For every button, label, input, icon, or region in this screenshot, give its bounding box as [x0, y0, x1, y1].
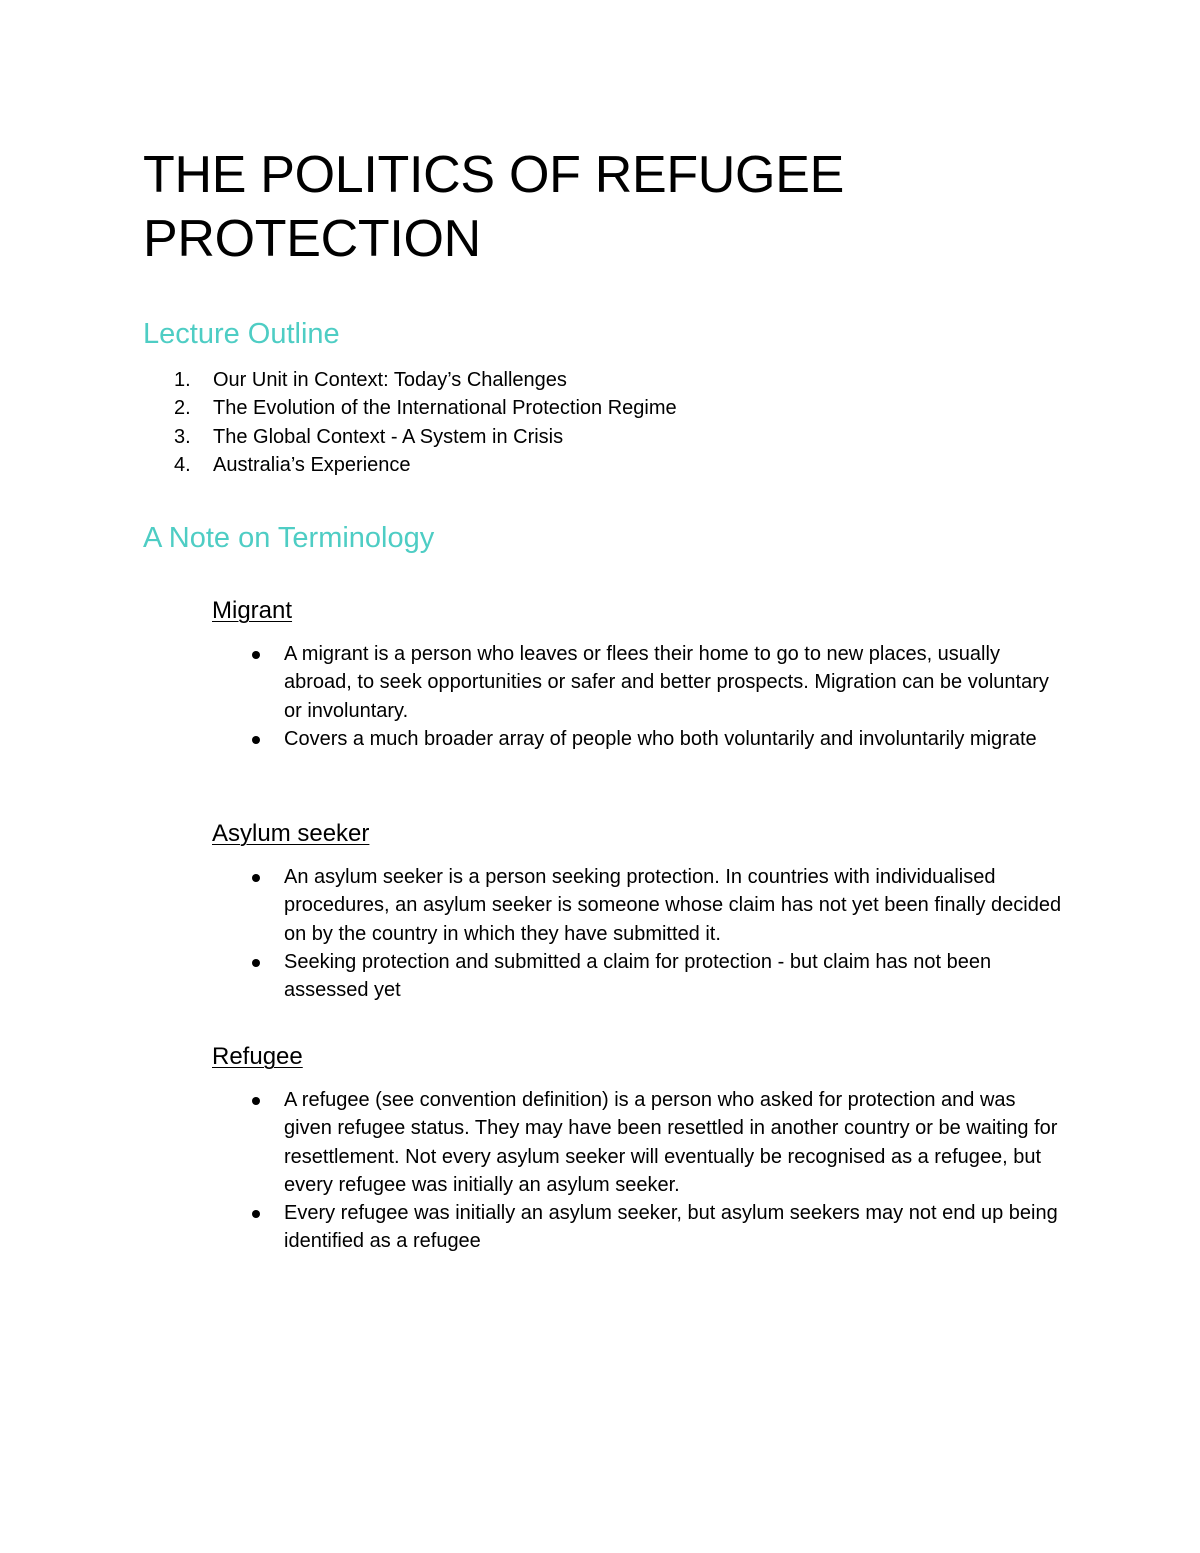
- bullet-dot-icon: [252, 874, 260, 882]
- bullet-item: [247, 725, 1067, 753]
- bullet-text: An asylum seeker is a person seeking protection. In countries with individualised procedures, an asylum seeker is someone whose claim has not yet been finally decided on by the country in which they have submitted it.: [284, 866, 1062, 945]
- outline-item: [174, 366, 677, 394]
- migrant-bullet-list: [247, 640, 1067, 753]
- bullet-text: Every refugee was initially an asylum seeker, but asylum seekers may not end up being identified as a refugee: [284, 1202, 1058, 1253]
- bullet-item: [247, 1199, 1067, 1256]
- document-title: [143, 143, 1043, 271]
- bullet-item: [247, 640, 1067, 725]
- term-heading-migrant: Migrant: [212, 597, 293, 624]
- outline-item-number: 2.: [174, 397, 191, 420]
- outline-item-text: Australia’s Experience: [213, 453, 411, 476]
- refugee-bullet-list: [247, 1086, 1067, 1256]
- bullet-text: A migrant is a person who leaves or flees their home to go to new places, usually abroad, to seek opportunities or safer and better prospects. Migration can be voluntary or involuntary.: [284, 643, 1049, 722]
- terminology-heading: A Note on Terminology: [143, 522, 435, 554]
- bullet-dot-icon: [252, 959, 260, 967]
- bullet-dot-icon: [252, 736, 260, 744]
- outline-item: [174, 451, 677, 479]
- lecture-outline-list: [174, 366, 677, 479]
- bullet-dot-icon: [252, 1097, 260, 1105]
- bullet-dot-icon: [252, 651, 260, 659]
- outline-item-text: The Global Context - A System in Crisis: [213, 425, 564, 448]
- term-heading-refugee: Refugee: [212, 1043, 303, 1070]
- outline-item-number: 3.: [174, 425, 191, 448]
- bullet-item: [247, 948, 1067, 1005]
- title-line-1: THE POLITICS OF REFUGEE: [143, 146, 844, 204]
- bullet-text: A refugee (see convention definition) is a person who asked for protection and was given refugee status. They may have been resettled in another country or be waiting for resettlement. Not every asylum seeker will eventually be recognised as a refugee, but every refugee was initially an asylum seeker.: [284, 1089, 1058, 1196]
- outline-item: [174, 394, 677, 422]
- asylum-seeker-bullet-list: [247, 863, 1067, 1004]
- title-line-2: PROTECTION: [143, 210, 481, 268]
- bullet-dot-icon: [252, 1210, 260, 1218]
- outline-item-text: The Evolution of the International Protection Regime: [213, 397, 677, 420]
- bullet-text: Seeking protection and submitted a claim for protection - but claim has not been assessed yet: [284, 950, 992, 1002]
- outline-item-text: Our Unit in Context: Today’s Challenges: [213, 369, 567, 391]
- bullet-text: Covers a much broader array of people who both voluntarily and involuntarily migrate: [284, 727, 1037, 750]
- lecture-outline-heading: Lecture Outline: [143, 318, 340, 350]
- outline-item-number: 4.: [174, 453, 191, 476]
- bullet-item: [247, 863, 1067, 948]
- outline-item-number: 1.: [174, 369, 191, 391]
- term-heading-asylum-seeker: Asylum seeker: [212, 820, 370, 847]
- outline-item: [174, 423, 677, 451]
- bullet-item: [247, 1086, 1067, 1199]
